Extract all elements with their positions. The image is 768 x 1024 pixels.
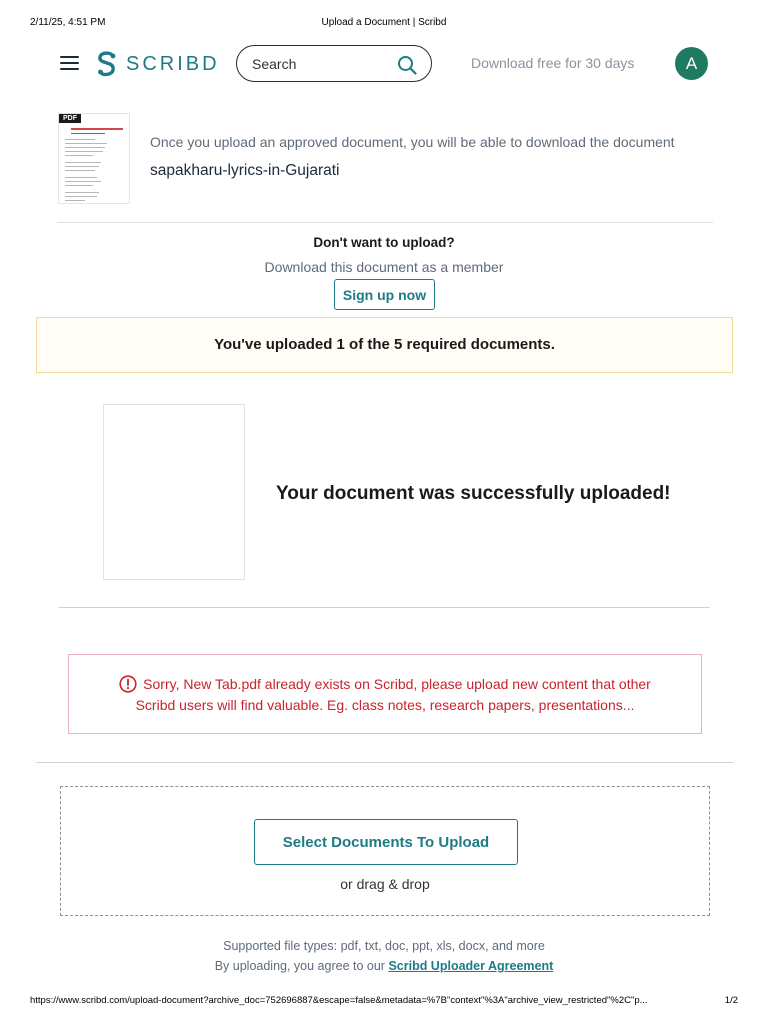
error-message-line-2: Scribd users will find valuable. Eg. class notes, research papers, presentations... — [135, 697, 635, 713]
print-datetime: 2/11/25, 4:51 PM — [30, 17, 106, 28]
scribd-logo-icon — [96, 51, 118, 77]
error-message-line-1 — [69, 675, 701, 693]
supported-file-types: Supported file types: pdf, txt, doc, ppt, xls, docx, and more — [223, 939, 545, 953]
print-page-number: 1/2 — [724, 995, 738, 1006]
drag-drop-hint: or drag & drop — [340, 876, 430, 892]
search-icon[interactable] — [397, 55, 417, 75]
upload-approval-notice: Once you upload an approved document, you will be able to download the document — [150, 134, 675, 150]
logo-text: SCRIBD — [126, 52, 220, 75]
print-url: https://www.scribd.com/upload-document?archive_doc=752696887&escape=false&metadata=%7B"context"%3A"archive_view_restricted"%2C"p... — [30, 995, 648, 1006]
error-text-1: Sorry, New Tab.pdf already exists on Scribd, please upload new content that other — [143, 676, 651, 692]
hamburger-menu-icon[interactable] — [60, 56, 80, 72]
upload-progress-banner: You've uploaded 1 of the 5 required documents. — [36, 317, 733, 373]
user-avatar[interactable]: A — [675, 47, 708, 80]
scribd-logo[interactable] — [96, 51, 220, 77]
document-thumbnail — [58, 113, 130, 204]
document-name: sapakharu-lyrics-in-Gujarati — [150, 162, 340, 179]
file-dropzone[interactable] — [60, 786, 710, 916]
upload-success-message: Your document was successfully uploaded! — [276, 483, 671, 504]
search-input[interactable] — [252, 54, 392, 74]
dont-want-upload-heading: Don't want to upload? — [313, 235, 455, 250]
uploader-agreement-link[interactable]: Scribd Uploader Agreement — [388, 959, 554, 973]
search-box[interactable] — [236, 45, 432, 82]
pdf-file-tag: PDF — [59, 114, 81, 123]
select-documents-button[interactable]: Select Documents To Upload — [254, 819, 518, 865]
uploaded-document-thumbnail — [103, 404, 245, 580]
section-divider — [59, 607, 710, 608]
top-navigation-bar — [0, 44, 768, 84]
alert-circle-icon — [119, 675, 137, 693]
thumbnail-text-lines — [65, 126, 121, 204]
print-footer — [0, 995, 768, 1009]
print-header — [0, 17, 768, 31]
duplicate-error-box — [68, 654, 702, 734]
section-divider — [57, 222, 713, 223]
section-divider — [36, 762, 733, 763]
uploader-agreement-notice — [0, 959, 768, 973]
agreement-prefix: By uploading, you agree to our — [214, 959, 389, 973]
sign-up-button[interactable]: Sign up now — [334, 279, 435, 310]
print-page-title: Upload a Document | Scribd — [321, 17, 447, 28]
download-as-member-text: Download this document as a member — [264, 259, 504, 275]
download-free-trial-link[interactable]: Download free for 30 days — [471, 55, 635, 71]
